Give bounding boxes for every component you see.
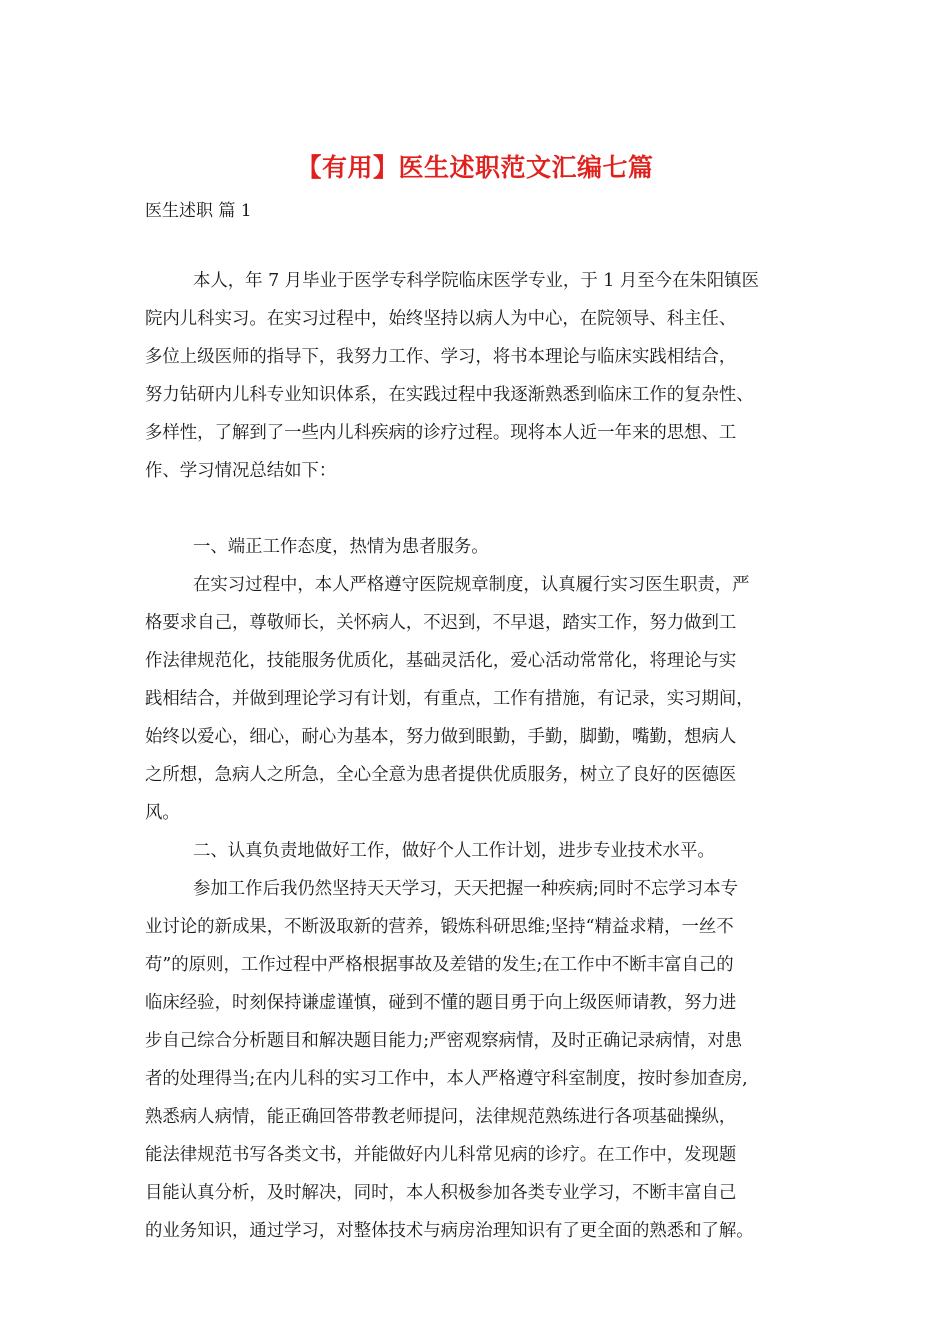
paragraph-line: 者的处理得当;在内儿科的实习工作中，本人严格遵守科室制度，按时参加查房, [145,1069,748,1089]
paragraph-line: 苟”的原则，工作过程中严格根据事故及差错的发生;在工作中不断丰富自己的 [145,955,734,975]
paragraph-line: 践相结合，并做到理论学习有计划，有重点，工作有措施，有记录，实习期间， [145,689,754,709]
paragraph-line: 在实习过程中，本人严格遵守医院规章制度，认真履行实习医生职责，严 [193,575,750,595]
paragraph-line: 的业务知识，通过学习，对整体技术与病房治理知识有了更全面的熟悉和了解。 [145,1221,754,1241]
paragraph-line: 多位上级医师的指导下，我努力工作、学习，将书本理论与临床实践相结合， [145,347,737,367]
paragraph-line: 作法律规范化，技能服务优质化，基础灵活化，爱心活动常常化，将理论与实 [145,651,737,671]
paragraph-line: 院内儿科实习。在实习过程中，始终坚持以病人为中心，在院领导、科主任、 [145,309,737,329]
paragraph-line: 步自己综合分析题目和解决题目能力;严密观察病情，及时正确记录病情，对患 [145,1031,743,1051]
paragraph-line: 本人，年 7 月毕业于医学专科学院临床医学专业，于 1 月至今在朱阳镇医 [193,271,759,291]
paragraph-line: 之所想，急病人之所急，全心全意为患者提供优质服务，树立了良好的医德医 [145,765,737,785]
paragraph-line: 作、学习情况总结如下： [145,461,337,481]
section-heading: 一、端正工作态度，热情为患者服务。 [193,537,489,557]
paragraph-line: 熟悉病人病情，能正确回答带教老师提问，法律规范熟练进行各项基础操纵， [145,1107,737,1127]
paragraph-line: 能法律规范书写各类文书，并能做好内儿科常见病的诊疗。在工作中，发现题 [145,1145,737,1165]
paragraph-line: 参加工作后我仍然坚持天天学习，天天把握一种疾病;同时不忘学习本专 [193,879,738,899]
paragraph-line: 始终以爱心，细心，耐心为基本，努力做到眼勤，手勤，脚勤，嘴勤，想病人 [145,727,737,747]
document-body [145,262,810,1250]
paragraph-gap [145,490,810,528]
paragraph-line: 业讨论的新成果，不断汲取新的营养，锻炼科研思维;坚持“精益求精，一丝不 [145,917,734,937]
document-title: 【有用】医生述职范文汇编七篇 [296,153,654,182]
paragraph-line: 临床经验，时刻保持谦虚谨慎，碰到不懂的题目勇于向上级医师请教，努力进 [145,993,737,1013]
paragraph-line: 目能认真分析，及时解决，同时，本人积极参加各类专业学习，不断丰富自己 [145,1183,737,1203]
paragraph-line: 多样性，了解到了一些内儿科疾病的诊疗过程。现将本人近一年来的思想、工 [145,423,737,443]
section-heading: 二、认真负责地做好工作，做好个人工作计划，进步专业技术水平。 [193,841,715,861]
paragraph-line: 风。 [145,803,180,823]
paragraph-line: 努力钻研内儿科专业知识体系，在实践过程中我逐渐熟悉到临床工作的复杂性、 [145,385,754,405]
section-subtitle: 医生述职 篇 1 [145,201,252,221]
paragraph-line: 格要求自己，尊敬师长，关怀病人，不迟到，不早退，踏实工作，努力做到工 [145,613,737,633]
